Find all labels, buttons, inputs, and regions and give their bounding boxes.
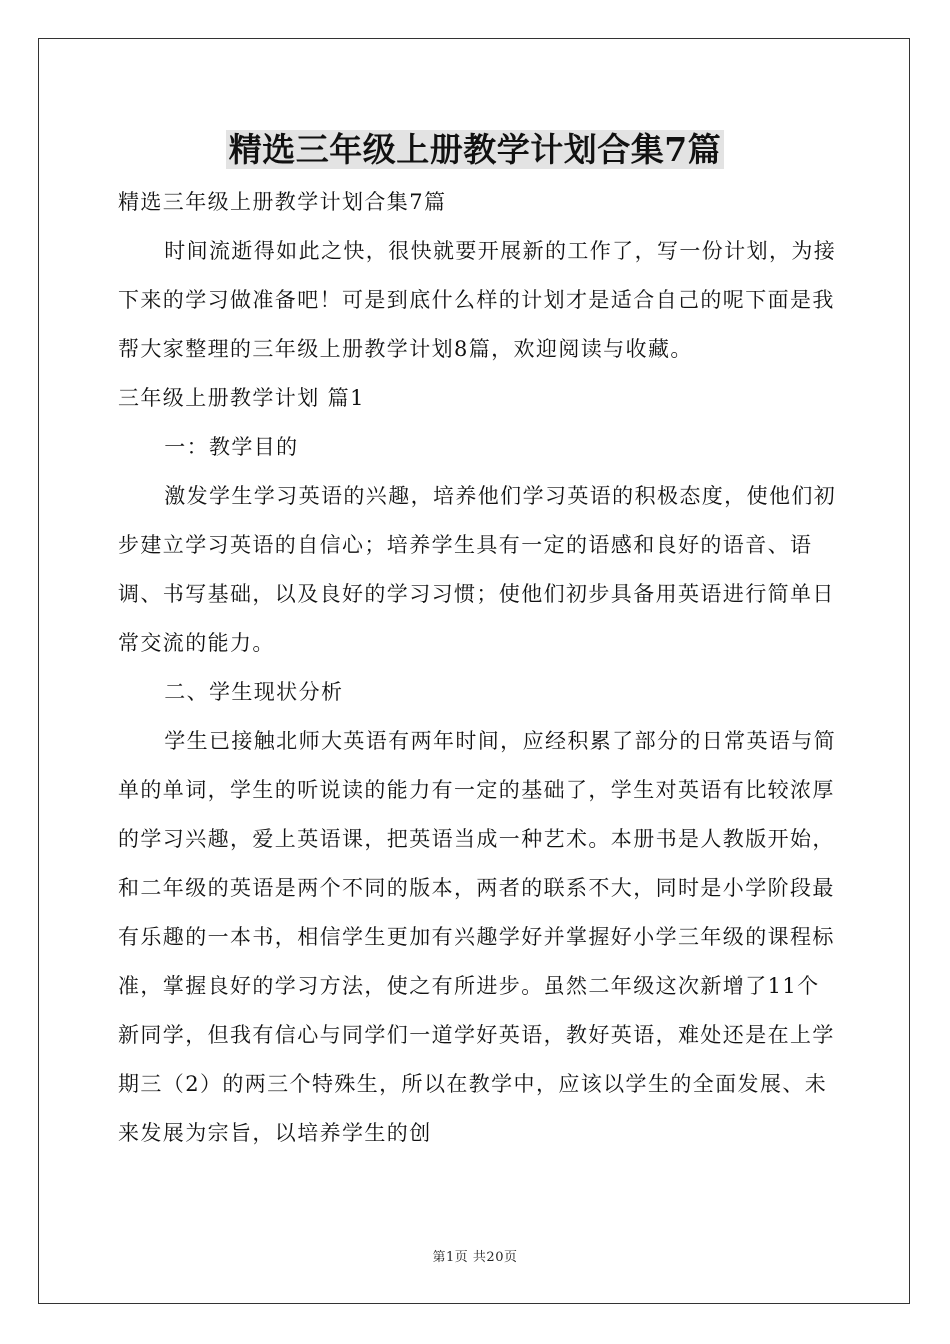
body-paragraph: 学生已接触北师大英语有两年时间，应经积累了部分的日常英语与简单的单词，学生的听说读的能力有一定的基础了，学生对英语有比较浓厚的学习兴趣，爱上英语课，把英语当成一种艺术。本册书是人教版开始，和二年级的英语是两个不同的版本，两者的联系不大，同时是小学阶段最有乐趣的一本书，相信学生更加有兴趣学好并掌握好小学三年级的课程标准，掌握良好的学习方法，使之有所进步。虽然二年级这次新增了11个新同学，但我有信心与同学们一道学好英语，教好英语，难处还是在上学期三（2）的两三个特殊生，所以在教学中，应该以学生的全面发展、未来发展为宗旨，以培养学生的创 — [118, 729, 837, 1145]
document-title — [0, 126, 950, 174]
body-paragraph: 时间流逝得如此之快，很快就要开展新的工作了，写一份计划，为接下来的学习做准备吧！可是到底什么样的计划才是适合自己的呢下面是我帮大家整理的三年级上册教学计划8篇，欢迎阅读与收藏。 — [118, 239, 837, 361]
page-footer: 第1页 共20页 — [432, 1250, 518, 1265]
section-heading: 三年级上册教学计划 篇1 — [118, 386, 365, 410]
document-body — [118, 178, 838, 1158]
document-title-text: 精选三年级上册教学计划合集7篇 — [226, 130, 724, 169]
subsection-heading: 一：教学目的 — [164, 435, 299, 459]
subsection-heading: 二、学生现状分析 — [164, 680, 344, 704]
body-paragraph: 激发学生学习英语的兴趣，培养他们学习英语的积极态度，使他们初步建立学习英语的自信心；培养学生具有一定的语感和良好的语音、语调、书写基础，以及良好的学习习惯；使他们初步具备用英语进行简单日常交流的能力。 — [118, 484, 837, 655]
body-paragraph: 精选三年级上册教学计划合集7篇 — [118, 190, 447, 214]
